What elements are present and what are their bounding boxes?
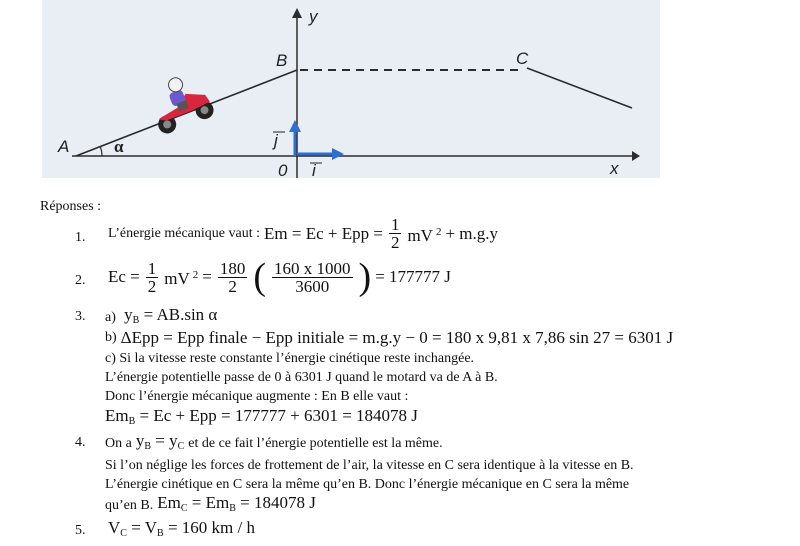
q2-eq: = (202, 267, 212, 286)
q1-text: L’énergie mécanique vaut : (108, 225, 260, 241)
q4-emb-sub: B (229, 503, 236, 514)
figure-background (42, 0, 660, 178)
answers-heading: Réponses : (40, 199, 102, 214)
q5-line (108, 519, 255, 543)
q1-lhs: Em = Ec + Epp = (264, 223, 383, 243)
q2-paren-open: ( (253, 256, 267, 298)
q4-yb-sub: B (144, 441, 151, 452)
label-b: B (276, 51, 288, 70)
q3-em-sub: B (128, 416, 136, 427)
q1-mv-text: mV (407, 225, 433, 245)
q1-mv (407, 223, 441, 245)
q1-frac-den: 2 (390, 233, 400, 252)
motorbike-ramp-figure (42, 0, 660, 178)
q4-eq: = y (155, 431, 178, 450)
label-x: x (610, 159, 619, 178)
q2-fraction-mass (218, 260, 248, 295)
q2-half-den: 2 (147, 276, 157, 296)
label-c: C (516, 49, 529, 68)
q4-yb: y (135, 431, 145, 450)
q1-line (108, 216, 498, 251)
q3c-line1: c) Si la vitesse reste constante l’énergie cinétique reste inchangée. (105, 351, 475, 366)
q2-half-num: 1 (147, 258, 157, 278)
q2-result: = 177777 J (375, 267, 451, 286)
q1-number: 1. (75, 230, 86, 245)
label-alpha: α (114, 137, 124, 156)
q3a-tag: a) (105, 310, 116, 325)
q2-lhs: Ec = (108, 267, 140, 286)
q3a-y-sub: B (132, 315, 140, 326)
q4-em-end: = 184078 J (240, 493, 316, 512)
q4-number: 4. (75, 435, 86, 450)
q5-v: V (108, 518, 121, 537)
label-y: y (309, 7, 318, 26)
q1-fraction (389, 216, 402, 251)
q3c-line3: Donc l’énergie mécanique augmente : En B elle vaut : (105, 389, 409, 404)
q4-line1 (105, 432, 443, 456)
q2-mass-num: 180 (219, 258, 246, 278)
q4-em-mid: = Em (191, 493, 230, 512)
q4-line4-start: qu’en B. (105, 498, 154, 513)
q2-speed-den: 3600 (295, 276, 330, 296)
q2-number: 2. (75, 273, 86, 288)
q2-fraction-half (146, 260, 159, 295)
q4-line3: L’énergie cinétique en C sera la même qu’en B. Donc l’énergie mécanique en C sera la même (105, 477, 630, 492)
q5-eq: = V (131, 518, 158, 537)
q5-number: 5. (75, 523, 86, 538)
q1-square: 2 (435, 225, 442, 238)
q3b-text: ΔEpp = Epp finale − Epp initiale = m.g.y − 0 = 180 x 9,81 x 7,86 sin 27 = 6301 J (120, 328, 674, 347)
q4-yb-yc (136, 432, 184, 456)
q1-frac-num: 1 (390, 215, 400, 234)
q3b-tag: b) (105, 330, 117, 345)
q3-em-text: Em (105, 406, 129, 425)
q5-vb-sub: B (157, 528, 164, 539)
q4-emc-text: Em (157, 493, 181, 512)
q2-fraction-speed (272, 260, 353, 295)
q4-line2: Si l’on néglige les forces de frottement de l’air, la vitesse en C sera identique à la vitesse en B. (105, 458, 634, 473)
q2-line (108, 258, 451, 296)
q2-mv-text: mV (164, 269, 190, 288)
q5-rest: = 160 km / h (167, 518, 255, 537)
q2-mv (164, 266, 198, 288)
q3-em-rest: = Ec + Epp = 177777 + 6301 = 184078 J (139, 406, 418, 425)
q4-emc-sub: C (180, 503, 188, 514)
q2-mass-den: 2 (228, 276, 237, 296)
label-a: A (58, 137, 70, 156)
q4-em-c (157, 494, 316, 518)
q1-rest: + m.g.y (445, 223, 498, 243)
label-j: j (274, 131, 278, 150)
q2-paren-close: ) (358, 256, 372, 298)
q3a-line (105, 306, 217, 330)
q3b-line (105, 329, 673, 347)
q4-line1-rest: et de ce fait l’énergie potentielle est la même. (188, 436, 443, 451)
q4-line4 (105, 494, 316, 518)
q2-speed-num: 160 x 1000 (274, 258, 351, 278)
q3-number: 3. (75, 309, 86, 324)
q4-yc-sub: C (177, 441, 185, 452)
q3a-rest: = AB.sin α (143, 305, 218, 324)
label-i: i (312, 161, 316, 178)
q5-vc-sub: C (120, 528, 127, 539)
q3a-y: y (124, 305, 133, 324)
q3c-line2: L’énergie potentielle passe de 0 à 6301 J quand le motard va de A à B. (105, 370, 498, 385)
q3-em-b (105, 407, 418, 431)
q3a-formula (120, 306, 217, 330)
q4-on-a: On a (105, 436, 132, 451)
q2-square: 2 (192, 269, 199, 281)
label-origin: 0 (278, 161, 288, 178)
